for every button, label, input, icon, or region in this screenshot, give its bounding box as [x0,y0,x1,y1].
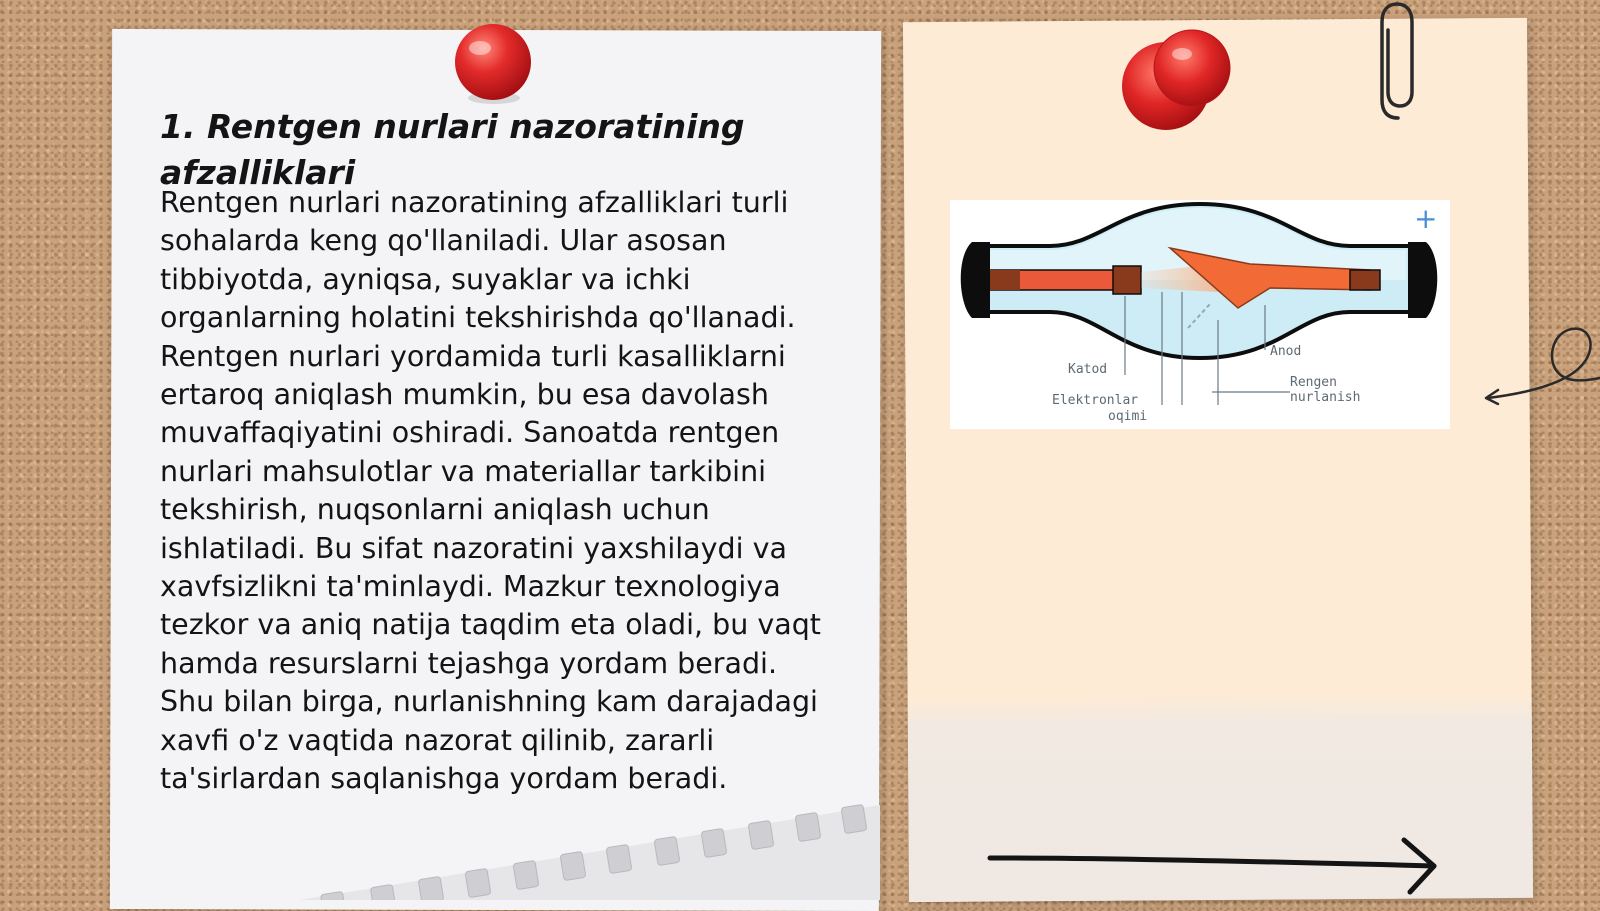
label-rengen: Rengen [1290,375,1337,390]
red-pushpins-icon [1120,24,1240,136]
red-pushpin-icon [448,20,538,106]
right-end-cap [1408,242,1437,318]
right-arrow-icon [986,836,1446,896]
label-oqimi: oqimi [1108,409,1148,424]
label-katod: Katod [1068,362,1108,377]
label-nurlanish: nurlanish [1290,390,1361,405]
left-end-cap [961,242,990,318]
cathode-block [1113,266,1141,294]
xray-tube-svg [950,200,1450,429]
label-elektronlar: Elektronlar [1052,393,1139,408]
slide-body-text: Rentgen nurlari nazoratining afzalliklari turli sohalarda keng qo'llaniladi. Ular asosan tibbiyotda, ayniqsa, suyaklar va ichki organlarning holatini tekshirishda qo'llanadi. Rentgen nurlari yordamida turli kasalliklarni ertaroq aniqlash mumkin, bu esa davolash muvaffaqiyatini oshiradi. Sanoatda rentgen nurlari mahsulotlar va materiallar tarkibini tekshirish, nuqsonlarni aniqlash uchun ishlatiladi. Bu sifat nazoratini yaxshilaydi va xavfsizlikni ta'minlaydi. Mazkur texnologiya tezkor va aniq natija taqdim eta oladi, bu vaqt hamda resurslarni tejashga yordam beradi. Shu bilan birga, nurlanishning kam darajadagi xavfi o'z vaqtida nazorat qilinib, zararli ta'sirlardan saqlanishga yordam beradi. [160,186,821,796]
plus-sign: + [1414,202,1438,235]
slide-heading: 1. Rentgen nurlari nazoratining afzalliklari [160,107,745,192]
curly-arrow-icon [1480,312,1600,412]
paperclip-icon [1372,0,1422,130]
right-note-card [903,18,1533,902]
label-anod: Anod [1270,344,1302,359]
xray-tube-diagram [950,200,1450,429]
